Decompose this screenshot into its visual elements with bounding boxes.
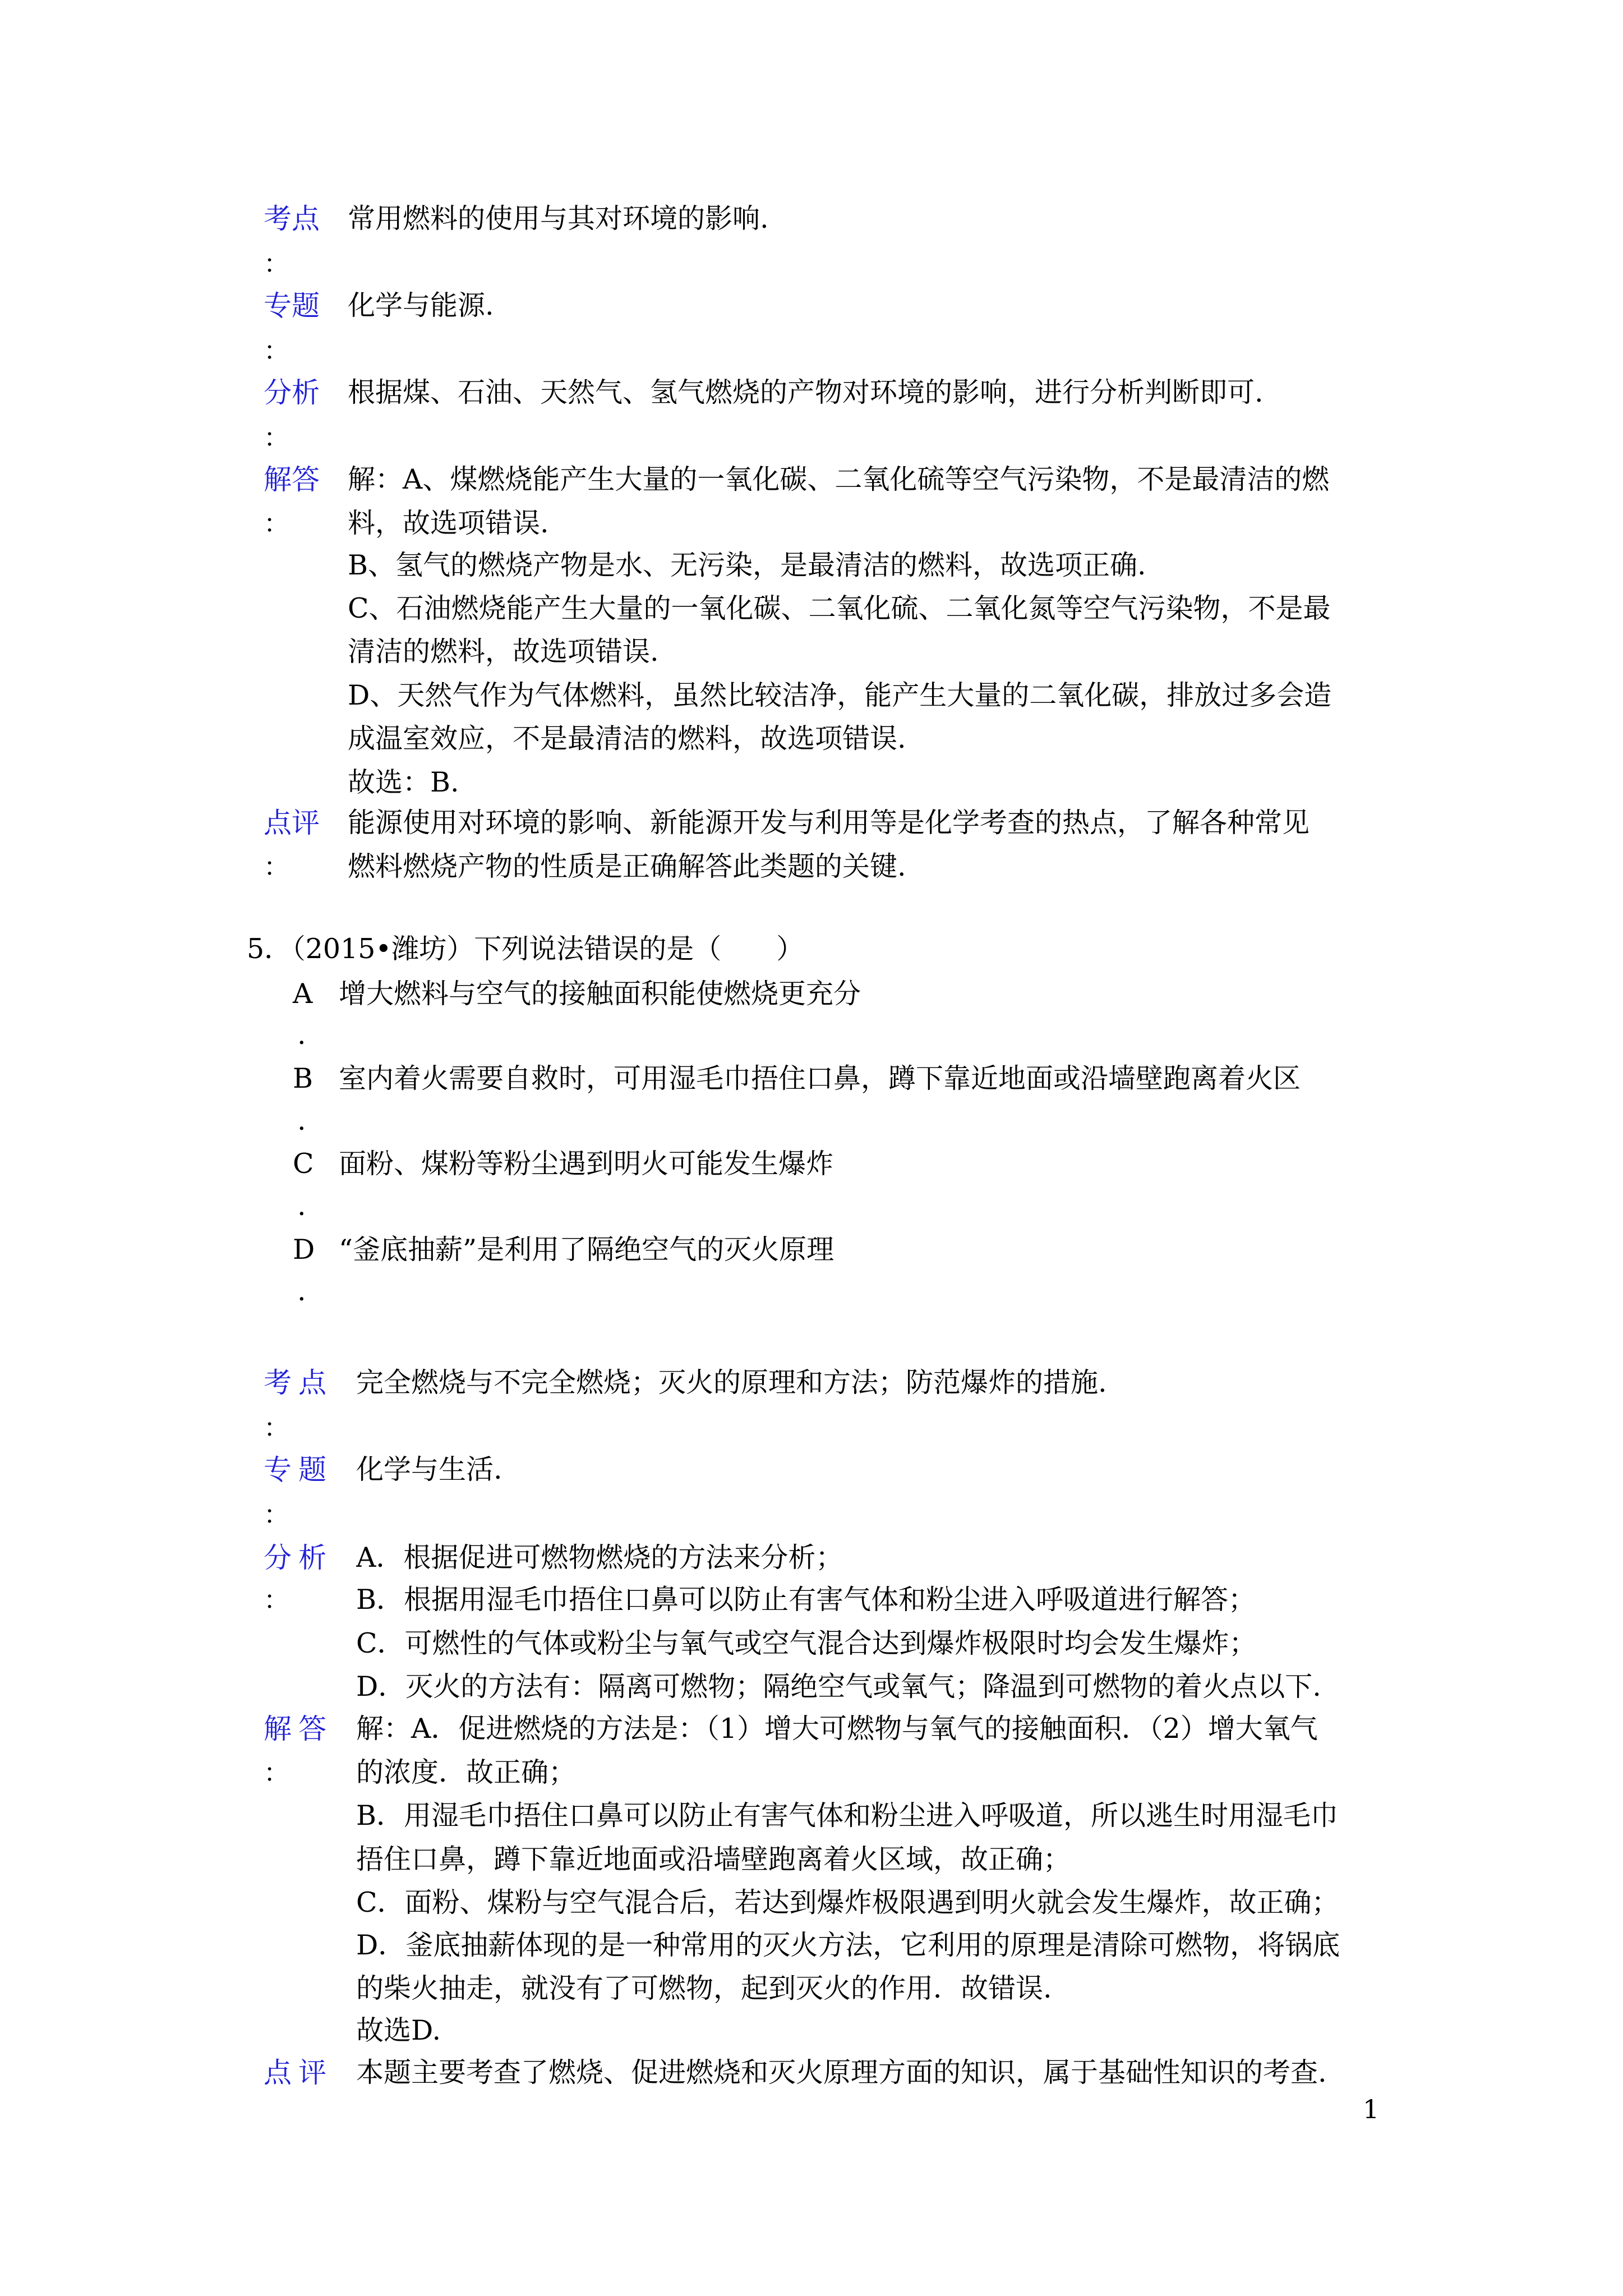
q4-zhuanti-row	[0, 283, 1623, 328]
q4-fenxi-colon: ：	[264, 422, 289, 453]
q5-jieda-row-5	[0, 1880, 1623, 1925]
q5-option-b	[0, 1056, 1623, 1101]
q4-jieda-line: B、氢气的燃烧产物是水、无污染，是最清洁的燃料，故选项正确.	[348, 549, 1146, 581]
q4-jieda-line: 成温室效应，不是最清洁的燃料，故选项错误.	[348, 723, 906, 754]
q5-zhuanti-row	[0, 1447, 1623, 1492]
q4-jieda-line: D、天然气作为气体燃料，虽然比较洁净，能产生大量的二氧化碳，排放过多会造	[348, 679, 1332, 711]
q4-jieda-line: 料，故选项错误.	[348, 507, 549, 539]
option-dot: .	[297, 1190, 306, 1222]
q5-zhuanti-label: 专题	[264, 1453, 333, 1486]
q5-fenxi-row-2	[0, 1577, 1623, 1622]
q4-fenxi-row	[0, 370, 1623, 415]
q5-jieda-line: 捂住口鼻，蹲下靠近地面或沿墙壁跑离着火区域，故正确；	[356, 1843, 1071, 1875]
q5-option-d-dot-row	[0, 1269, 1623, 1314]
q5-option-c	[0, 1142, 1623, 1186]
q5-option-b-dot-row	[0, 1098, 1623, 1143]
q4-zhuanti-colon: ：	[264, 335, 289, 366]
option-dot: .	[297, 1275, 306, 1307]
q5-kaodian-colon: ：	[264, 1412, 289, 1443]
option-text: 增大燃料与空气的接触面积能使燃烧更充分	[339, 978, 861, 1010]
q5-fenxi-line: D．灭火的方法有：隔离可燃物；隔绝空气或氧气；降温到可燃物的着火点以下.	[356, 1671, 1321, 1703]
q4-zhuanti-label: 专题	[264, 289, 320, 322]
q5-jieda-row-3	[0, 1793, 1623, 1838]
q4-fenxi-text: 根据煤、石油、天然气、氢气燃烧的产物对环境的影响，进行分析判断即可.	[348, 376, 1264, 408]
q4-jieda-line: 故选：B.	[348, 766, 459, 798]
option-text: “釜底抽薪”是利用了隔绝空气的灭火原理	[339, 1234, 834, 1266]
q4-dianping-row	[0, 800, 1623, 845]
option-letter: D	[293, 1234, 315, 1266]
q5-jieda-line: D．釜底抽薪体现的是一种常用的灭火方法，它利用的原理是清除可燃物，将锅底	[356, 1929, 1340, 1961]
q4-jieda-row-6	[0, 673, 1623, 718]
q5-fenxi-colon: ：	[264, 1585, 289, 1615]
q5-jieda-line: 解：A．促进燃烧的方法是：（1）增大可燃物与氧气的接触面积．（2）增大氧气	[356, 1713, 1318, 1745]
q5-kaodian-label: 考点	[264, 1366, 333, 1399]
q5-fenxi-line: B．根据用湿毛巾捂住口鼻可以防止有害气体和粉尘进入呼吸道进行解答；	[356, 1584, 1256, 1616]
q5-jieda-row-7	[0, 1966, 1623, 2011]
q4-jieda-line: 解：A、煤燃烧能产生大量的一氧化碳、二氧化硫等空气污染物，不是最清洁的燃	[348, 463, 1330, 495]
option-dot: .	[297, 1019, 306, 1051]
q5-dianping-text: 本题主要考查了燃烧、促进燃烧和灭火原理方面的知识，属于基础性知识的考查.	[356, 2056, 1327, 2088]
q4-zhuanti-text: 化学与能源.	[348, 289, 494, 321]
q5-kaodian-colon-row	[0, 1405, 1623, 1450]
q5-jieda-line: 的柴火抽走，就没有了可燃物，起到灭火的作用．故错误.	[356, 1972, 1052, 2004]
q4-dianping-line: 燃料燃烧产物的性质是正确解答此类题的关键.	[348, 850, 906, 882]
q4-dianping-line: 能源使用对环境的影响、新能源开发与利用等是化学考查的热点，了解各种常见	[348, 807, 1310, 839]
q4-jieda-label: 解答	[264, 463, 320, 496]
q5-fenxi-row-4	[0, 1664, 1623, 1709]
option-letter: B	[293, 1062, 313, 1094]
q4-jieda-row-5	[0, 629, 1623, 674]
q4-fenxi-colon-row	[0, 415, 1623, 460]
q4-dianping-row-2	[0, 844, 1623, 889]
q5-zhuanti-colon: ：	[264, 1499, 289, 1530]
q4-jieda-line: C、石油燃烧能产生大量的一氧化碳、二氧化硫、二氧化氮等空气污染物，不是最	[348, 592, 1331, 624]
q5-dianping-label: 点评	[264, 2056, 333, 2089]
q5-fenxi-row	[0, 1535, 1623, 1580]
q4-jieda-row-4	[0, 586, 1623, 631]
q5-jieda-row-6	[0, 1923, 1623, 1968]
page-number: 1	[1363, 2094, 1380, 2124]
q4-jieda-row-8	[0, 760, 1623, 805]
q5-stem-row	[0, 927, 1623, 972]
option-dot: .	[297, 1105, 306, 1137]
q4-jieda-row	[0, 457, 1623, 502]
q4-jieda-row-3	[0, 543, 1623, 588]
q5-fenxi-line: C．可燃性的气体或粉尘与氧气或空气混合达到爆炸极限时均会发生爆炸；	[356, 1627, 1257, 1659]
q5-option-c-dot-row	[0, 1184, 1623, 1228]
q5-fenxi-line: A．根据促进可燃物燃烧的方法来分析；	[356, 1542, 843, 1573]
q4-jieda-row-2	[0, 501, 1623, 546]
q5-jieda-label: 解答	[264, 1713, 333, 1745]
q5-dianping-row	[0, 2050, 1623, 2095]
option-text: 面粉、煤粉等粉尘遇到明火可能发生爆炸	[339, 1148, 834, 1180]
q5-zhuanti-text: 化学与生活.	[356, 1453, 502, 1485]
q4-jieda-row-7	[0, 716, 1623, 761]
q4-kaodian-text: 常用燃料的使用与其对环境的影响.	[348, 203, 769, 234]
q5-jieda-row-4	[0, 1837, 1623, 1882]
q5-option-d	[0, 1227, 1623, 1272]
option-text: 室内着火需要自救时，可用湿毛巾捂住口鼻，蹲下靠近地面或沿墙壁跑离着火区	[339, 1062, 1301, 1094]
q5-fenxi-label: 分析	[264, 1542, 333, 1574]
q5-fenxi-row-3	[0, 1621, 1623, 1666]
q5-option-a-dot-row	[0, 1013, 1623, 1057]
q5-stem: 5．（2015•潍坊）下列说法错误的是（ ）	[247, 933, 804, 965]
option-letter: C	[293, 1148, 314, 1180]
q5-option-a	[0, 972, 1623, 1016]
q5-jieda-line: 故选D.	[356, 2014, 441, 2046]
q4-zhuanti-colon-row	[0, 328, 1623, 373]
q4-kaodian-colon: ：	[264, 249, 289, 279]
q5-zhuanti-colon-row	[0, 1492, 1623, 1537]
q5-jieda-line: C．面粉、煤粉与空气混合后，若达到爆炸极限遇到明火就会发生爆炸，故正确；	[356, 1887, 1339, 1918]
q4-fenxi-label: 分析	[264, 376, 320, 409]
q5-jieda-colon: ：	[264, 1757, 289, 1788]
q4-jieda-colon: ：	[264, 508, 289, 539]
q5-jieda-row	[0, 1706, 1623, 1751]
q5-kaodian-text: 完全燃烧与不完全燃烧；灭火的原理和方法；防范爆炸的措施.	[356, 1366, 1107, 1398]
q4-kaodian-row	[0, 196, 1623, 241]
q5-jieda-row-2	[0, 1750, 1623, 1795]
q5-jieda-row-8	[0, 2008, 1623, 2053]
q4-jieda-line: 清洁的燃料，故选项错误.	[348, 636, 659, 668]
q5-jieda-line: 的浓度．故正确；	[356, 1756, 577, 1788]
q4-dianping-label: 点评	[264, 807, 320, 839]
q4-dianping-colon: ：	[264, 852, 289, 882]
q4-kaodian-label: 考点	[264, 203, 320, 235]
option-letter: A	[293, 978, 313, 1010]
q4-kaodian-colon-row	[0, 241, 1623, 286]
q5-kaodian-row	[0, 1360, 1623, 1405]
q5-jieda-line: B．用湿毛巾捂住口鼻可以防止有害气体和粉尘进入呼吸道，所以逃生时用湿毛巾	[356, 1800, 1339, 1832]
